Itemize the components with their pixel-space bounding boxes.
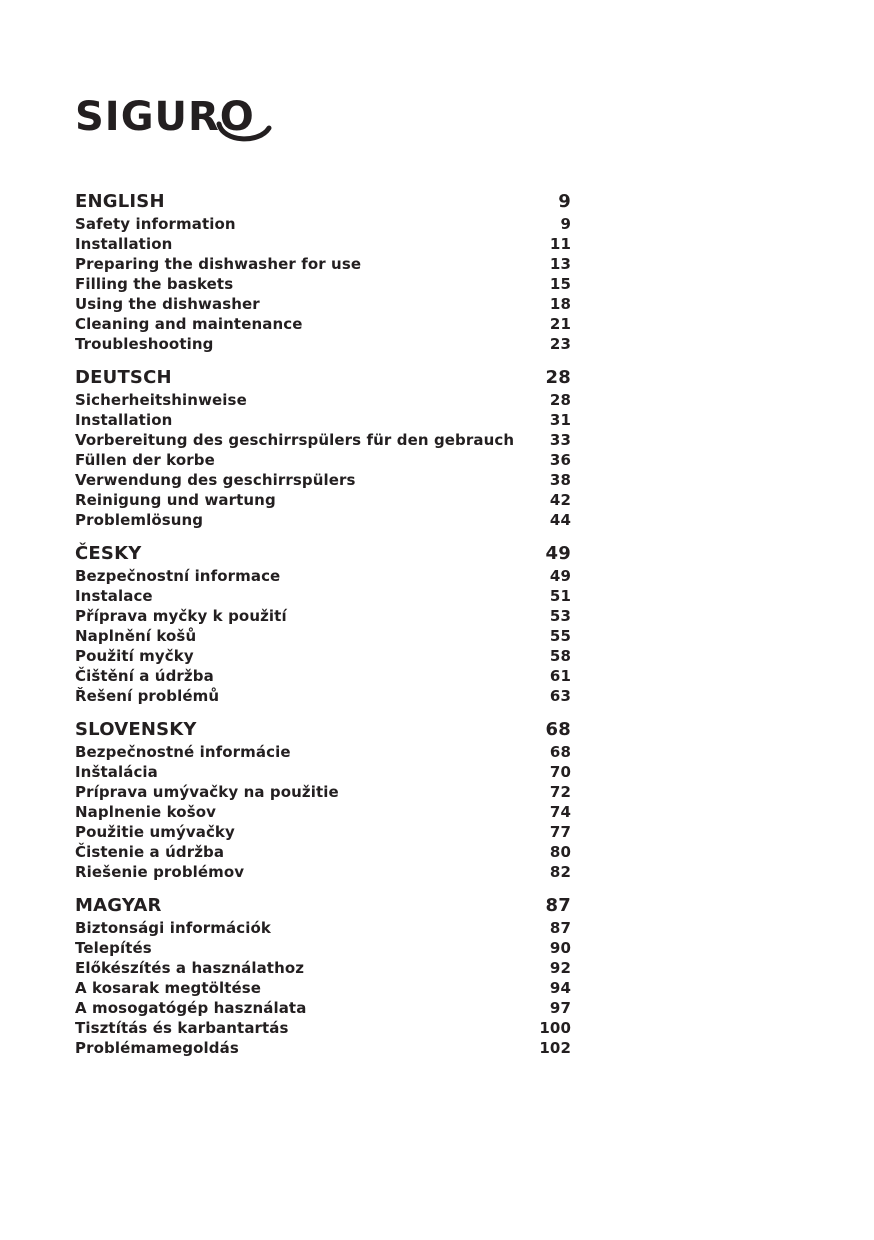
toc-entry-title: Použitie umývačky bbox=[75, 823, 235, 841]
toc-entry-title: Príprava umývačky na použitie bbox=[75, 783, 339, 801]
toc-entry-title: Safety information bbox=[75, 215, 236, 233]
toc-entry-title: Problemlösung bbox=[75, 511, 204, 529]
toc-entry-page: 90 bbox=[549, 939, 571, 957]
toc-entry-title: Cleaning and maintenance bbox=[75, 315, 303, 333]
toc-entry-title: Filling the baskets bbox=[75, 275, 234, 293]
toc-heading-page: 87 bbox=[545, 895, 571, 916]
toc-entry-page: 23 bbox=[549, 335, 571, 353]
toc-entry-page: 87 bbox=[549, 919, 571, 937]
toc-entry-title: Naplnění košů bbox=[75, 627, 197, 645]
toc-heading-page: 28 bbox=[545, 367, 571, 388]
toc-entry-title: Použití myčky bbox=[75, 647, 194, 665]
toc-entry-title: Előkészítés a használathoz bbox=[75, 959, 305, 977]
toc-entry-title: Sicherheitshinweise bbox=[75, 391, 247, 409]
toc-entry-title: Bezpečnostné informácie bbox=[75, 743, 291, 761]
toc-entry-page: 36 bbox=[549, 451, 571, 469]
toc-entry[interactable] bbox=[75, 686, 571, 706]
toc-entry[interactable] bbox=[75, 390, 571, 410]
toc-heading-page: 9 bbox=[558, 191, 571, 212]
toc-entry[interactable] bbox=[75, 470, 571, 490]
toc-entry-page: 49 bbox=[549, 567, 571, 585]
toc-entry-title: Troubleshooting bbox=[75, 335, 214, 353]
toc-entry-page: 42 bbox=[549, 491, 571, 509]
toc-entry-title: Riešenie problémov bbox=[75, 863, 245, 881]
logo-swoosh-icon bbox=[215, 120, 275, 146]
toc-entry-page: 18 bbox=[549, 295, 571, 313]
toc-entry-title: Preparing the dishwasher for use bbox=[75, 255, 362, 273]
toc-entry[interactable] bbox=[75, 958, 571, 978]
toc-entry[interactable] bbox=[75, 998, 571, 1018]
toc-entry-page: 38 bbox=[549, 471, 571, 489]
toc-entry[interactable] bbox=[75, 978, 571, 998]
toc-entry-page: 72 bbox=[549, 783, 571, 801]
toc-section-deutsch bbox=[75, 366, 571, 530]
toc-heading-title: SLOVENSKY bbox=[75, 719, 197, 740]
toc-heading-title: ČESKY bbox=[75, 543, 142, 564]
toc-entry-title: Řešení problémů bbox=[75, 687, 220, 705]
toc-entry-page: 15 bbox=[549, 275, 571, 293]
toc-entry-title: Reinigung und wartung bbox=[75, 491, 276, 509]
toc-entry-title: Inštalácia bbox=[75, 763, 158, 781]
toc-entry-title: Installation bbox=[75, 411, 173, 429]
toc-entry-title: Telepítés bbox=[75, 939, 152, 957]
toc-entry-title: Using the dishwasher bbox=[75, 295, 260, 313]
toc-entry-page: 61 bbox=[549, 667, 571, 685]
toc-entry-title: Installation bbox=[75, 235, 173, 253]
toc-entry-page: 21 bbox=[549, 315, 571, 333]
toc-entry[interactable] bbox=[75, 1038, 571, 1058]
toc-entry-page: 28 bbox=[549, 391, 571, 409]
toc-entry-page: 70 bbox=[549, 763, 571, 781]
toc-entry-page: 58 bbox=[549, 647, 571, 665]
toc-entry-page: 100 bbox=[539, 1019, 571, 1037]
toc-entry[interactable] bbox=[75, 802, 571, 822]
toc-entry[interactable] bbox=[75, 822, 571, 842]
toc-entry-page: 11 bbox=[549, 235, 571, 253]
brand-name: SIGURO bbox=[75, 94, 255, 140]
toc-entry-page: 31 bbox=[549, 411, 571, 429]
toc-entry[interactable] bbox=[75, 450, 571, 470]
toc-heading-row[interactable] bbox=[75, 366, 571, 390]
toc-entry-page: 68 bbox=[549, 743, 571, 761]
toc-entry-page: 51 bbox=[549, 587, 571, 605]
toc-entry-title: Biztonsági információk bbox=[75, 919, 271, 937]
toc-entry-page: 77 bbox=[549, 823, 571, 841]
toc-entry-title: Instalace bbox=[75, 587, 153, 605]
toc-entry-title: Tisztítás és karbantartás bbox=[75, 1019, 289, 1037]
toc-entry-page: 63 bbox=[549, 687, 571, 705]
toc-entry[interactable] bbox=[75, 294, 571, 314]
toc-entry-page: 82 bbox=[549, 863, 571, 881]
toc-heading-row[interactable] bbox=[75, 190, 571, 214]
toc-entry-title: A kosarak megtöltése bbox=[75, 979, 262, 997]
toc-entry-page: 80 bbox=[549, 843, 571, 861]
toc-entry[interactable] bbox=[75, 214, 571, 234]
toc-entry-page: 102 bbox=[539, 1039, 571, 1057]
table-of-contents bbox=[75, 190, 571, 1070]
toc-entry[interactable] bbox=[75, 862, 571, 882]
toc-entry-title: Füllen der korbe bbox=[75, 451, 215, 469]
toc-entry[interactable] bbox=[75, 842, 571, 862]
toc-entry-title: A mosogatógép használata bbox=[75, 999, 307, 1017]
toc-heading-title: DEUTSCH bbox=[75, 367, 172, 388]
toc-entry[interactable] bbox=[75, 586, 571, 606]
toc-entry-page: 94 bbox=[549, 979, 571, 997]
toc-entry-page: 92 bbox=[549, 959, 571, 977]
toc-entry[interactable] bbox=[75, 566, 571, 586]
toc-entry-page: 74 bbox=[549, 803, 571, 821]
toc-entry-title: Čištění a údržba bbox=[75, 667, 214, 685]
toc-heading-title: MAGYAR bbox=[75, 895, 162, 916]
toc-entry[interactable] bbox=[75, 314, 571, 334]
toc-entry[interactable] bbox=[75, 606, 571, 626]
toc-section-slovensky bbox=[75, 718, 571, 882]
toc-entry[interactable] bbox=[75, 918, 571, 938]
toc-section-magyar bbox=[75, 894, 571, 1058]
toc-entry[interactable] bbox=[75, 274, 571, 294]
toc-entry[interactable] bbox=[75, 410, 571, 430]
toc-entry[interactable] bbox=[75, 1018, 571, 1038]
toc-entry-title: Příprava myčky k použití bbox=[75, 607, 287, 625]
toc-entry[interactable] bbox=[75, 742, 571, 762]
toc-heading-page: 49 bbox=[545, 543, 571, 564]
toc-entry-page: 53 bbox=[549, 607, 571, 625]
toc-section-english bbox=[75, 190, 571, 354]
toc-entry[interactable] bbox=[75, 626, 571, 646]
brand-logo bbox=[75, 92, 275, 148]
toc-entry-page: 44 bbox=[549, 511, 571, 529]
toc-entry[interactable] bbox=[75, 254, 571, 274]
toc-entry-page: 55 bbox=[549, 627, 571, 645]
toc-entry-title: Bezpečnostní informace bbox=[75, 567, 281, 585]
toc-entry[interactable] bbox=[75, 234, 571, 254]
toc-entry-page: 97 bbox=[549, 999, 571, 1017]
toc-entry-page: 9 bbox=[560, 215, 571, 233]
toc-heading-row[interactable] bbox=[75, 542, 571, 566]
toc-heading-row[interactable] bbox=[75, 894, 571, 918]
toc-entry[interactable] bbox=[75, 334, 571, 354]
toc-heading-page: 68 bbox=[545, 719, 571, 740]
toc-entry-title: Vorbereitung des geschirrspülers für den gebrauch bbox=[75, 431, 515, 449]
toc-entry[interactable] bbox=[75, 646, 571, 666]
toc-entry[interactable] bbox=[75, 490, 571, 510]
toc-entry-title: Čistenie a údržba bbox=[75, 843, 225, 861]
toc-entry-title: Naplnenie košov bbox=[75, 803, 217, 821]
toc-section-cesky bbox=[75, 542, 571, 706]
toc-entry-page: 13 bbox=[549, 255, 571, 273]
toc-entry[interactable] bbox=[75, 430, 571, 450]
toc-heading-title: ENGLISH bbox=[75, 191, 165, 212]
toc-entry-title: Verwendung des geschirrspülers bbox=[75, 471, 356, 489]
toc-entry-title: Problémamegoldás bbox=[75, 1039, 239, 1057]
toc-heading-row[interactable] bbox=[75, 718, 571, 742]
toc-entry[interactable] bbox=[75, 762, 571, 782]
toc-entry[interactable] bbox=[75, 510, 571, 530]
toc-entry[interactable] bbox=[75, 938, 571, 958]
toc-entry-page: 33 bbox=[549, 431, 571, 449]
toc-entry[interactable] bbox=[75, 666, 571, 686]
toc-entry[interactable] bbox=[75, 782, 571, 802]
